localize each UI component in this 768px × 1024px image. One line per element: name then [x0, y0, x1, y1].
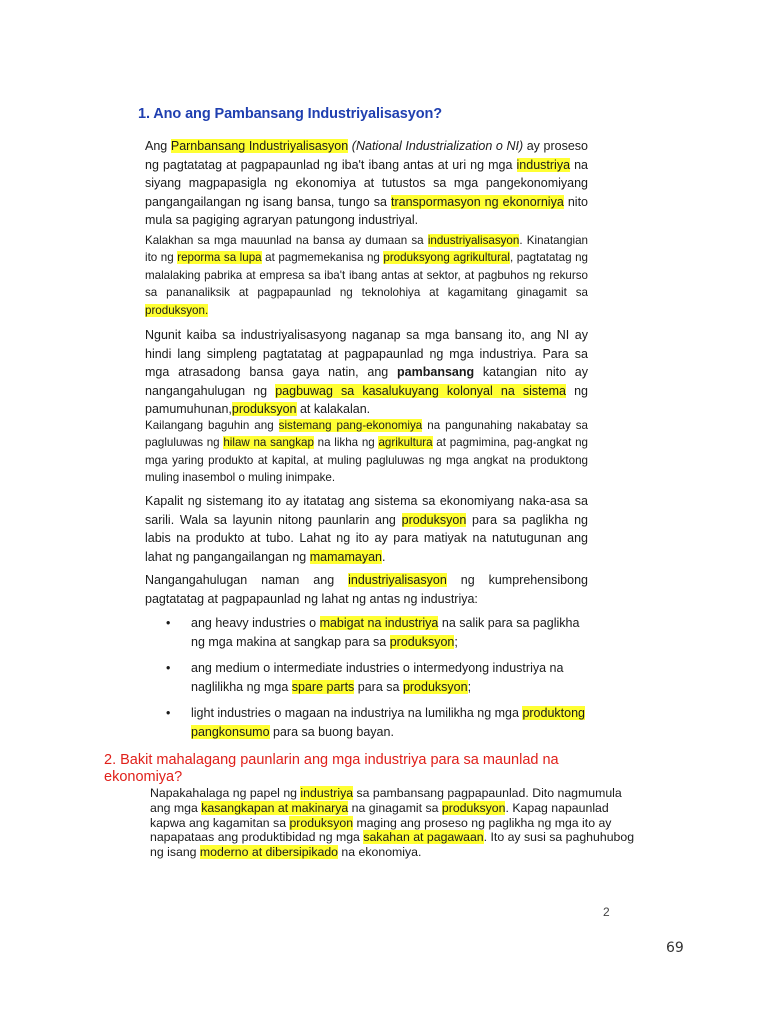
text-run: na salik para sa paglikha ng mga makina at sangkap para sa: [191, 616, 580, 649]
highlighted-term: industriyalisasyon: [427, 234, 520, 247]
text-run: pambansang: [397, 365, 475, 379]
highlighted-term: agrikultura: [378, 436, 433, 450]
highlighted-term: moderno at dibersipikado: [199, 845, 339, 860]
text-run: Ngunit kaiba sa industriyalisasyong naganap sa mga bansang ito, ang NI ay hindi lang simpleng pagtatatag at pagpapaunlad ng mga industriya. Para sa mga atrasadong bansa gaya natin, ang: [145, 328, 588, 379]
highlighted-term: produksyon.: [145, 303, 209, 317]
text-run: ang medium o intermediate industries o intermedyong industriya na naglilikha ng mga: [191, 661, 564, 694]
text-run: (National Industrialization o NI): [351, 139, 524, 153]
outer-page-number: 69: [666, 940, 684, 956]
text-run: light industries o magaan na industriya na lumilikha ng mga: [191, 706, 523, 720]
text-run: Kalakhan sa mga mauunlad na bansa ay dumaan sa: [145, 234, 428, 247]
text-run: na pangunahing nakabatay sa pagluluwas ng: [145, 419, 588, 450]
text-run: . Kapag napaunlad kapwa ang kagamitan sa: [150, 800, 609, 830]
highlighted-term: Parnbansang Industriyalisasyon: [170, 139, 349, 153]
page-number: 2: [603, 905, 610, 919]
list-item-heavy-industries: [166, 614, 589, 651]
text-run: at pagmimina, pag-angkat ng mga yaring produkto at kapital, at muling pagluluwas ng mga angkat na produktong muling inasembol o muling inimpake.: [145, 436, 588, 485]
highlighted-term: produktong pangkonsumo: [191, 706, 585, 739]
text-run: sa pambansang pagpapaunlad. Dito nagmumula ang mga: [150, 786, 622, 815]
list-item-text: [191, 616, 579, 649]
highlighted-term: reporma sa lupa: [177, 251, 262, 265]
highlighted-term: mabigat na industriya: [319, 616, 439, 630]
text-run: na ekonomiya.: [338, 845, 422, 860]
paragraph-national-character: [145, 326, 588, 419]
text-run: maging ang proseso ng paglikha ng mga ito ay napapataas ang produktibidad ng mga: [150, 815, 612, 845]
list-item-medium-industries: [166, 659, 589, 696]
industry-levels-list: [166, 614, 589, 741]
highlighted-term: produksyon: [231, 402, 297, 416]
text-run: nito mula sa pagiging agraryan patungong industriyal.: [145, 194, 588, 227]
section-heading-1: 1. Ano ang Pambansang Industriyalisasyon?: [138, 106, 442, 122]
text-run: Kapalit ng sistemang ito ay itatatag ang sistema sa ekonomiyang naka-asa sa sarili. Wala sa layunin nitong paunlarin ang: [145, 494, 588, 527]
highlighted-term: produksyong agrikultural: [383, 251, 510, 265]
text-run: na likha ng: [313, 436, 379, 450]
highlighted-term: produksyon: [441, 800, 506, 815]
text-run: ;: [454, 634, 458, 649]
text-run: para sa buong bayan.: [269, 724, 394, 739]
text-run: . Ito ay susi sa paghuhubog ng isang: [150, 830, 635, 860]
bullet-icon: •: [166, 616, 171, 630]
text-run: ;: [467, 679, 472, 694]
highlighted-term: spare parts: [291, 679, 355, 694]
text-run: . Kinatangian ito ng: [145, 234, 588, 265]
text-run: Napakahalaga ng papel ng: [150, 786, 301, 800]
text-run: katangian nito ay nangangahulugan ng: [145, 365, 588, 398]
text-run: ng pamumuhunan,: [145, 383, 588, 416]
highlighted-term: transpormasyon ng ekonorniya: [391, 194, 564, 209]
highlighted-term: sistemang pang-ekonomiya: [278, 419, 423, 432]
paragraph-definition: [145, 137, 588, 230]
paragraph-developed-nations: [145, 232, 588, 319]
text-run: na ginagamit sa: [348, 800, 442, 815]
text-run: Ang: [145, 139, 171, 153]
highlighted-term: kasangkapan at makinarya: [201, 800, 349, 815]
text-run: ng kumprehensibong pagtatatag at pagpapaunlad ng lahat ng antas ng industriya:: [145, 573, 588, 606]
text-run: ang heavy industries o: [191, 616, 320, 630]
text-run: at pagmemekanisa ng: [261, 251, 384, 265]
list-item-text: [191, 661, 563, 694]
paragraph-importance: [150, 786, 640, 860]
highlighted-term: industriya: [300, 786, 354, 800]
highlighted-term: produksyon: [401, 512, 467, 527]
list-item-light-industries: [166, 704, 589, 741]
bullet-icon: •: [166, 706, 171, 720]
text-run: Nangangahulugan naman ang: [145, 573, 349, 587]
highlighted-term: produksyon: [289, 815, 354, 830]
highlighted-term: pagbuwag sa kasalukuyang kolonyal na sistema: [275, 383, 566, 398]
bullet-icon: •: [166, 661, 171, 675]
highlighted-term: sakahan at pagawaan: [363, 830, 484, 845]
text-run: na siyang magpapasigla ng ekonomiya at tutustos sa mga pangekonomiyang pangangailangan ng isang bansa, tungo sa: [145, 157, 588, 209]
text-run: para sa: [354, 679, 403, 694]
text-run: at kalakalan.: [296, 402, 371, 416]
paragraph-economic-system: [145, 417, 588, 487]
list-item-text: [191, 706, 585, 739]
text-run: ay proseso ng pagtatatag at pagpapaunlad ng iba't ibang antas at uri ng mga: [145, 139, 588, 172]
text-run: .: [381, 549, 386, 564]
highlighted-term: industriya: [516, 157, 571, 172]
text-run: para sa paglikha ng labis na produkto at tubo. Lahat ng ito ay para matiyak na natutugunan ang lahat ng pangangailangan ng: [145, 512, 588, 564]
text-run: , pagtatatag ng malalaking pabrika at empresa sa iba't ibang antas at sektor, at pagbuhos ng rekurso sa pananaliksik at pagpapaunlad ng teknolohiya at kagamitang ginagamit sa: [145, 251, 588, 300]
highlighted-term: industriyalisasyon: [348, 573, 447, 587]
highlighted-term: mamamayan: [309, 549, 382, 564]
highlighted-term: produksyon: [402, 679, 468, 694]
highlighted-term: hilaw na sangkap: [223, 436, 314, 450]
paragraph-self-reliant: [145, 492, 588, 566]
paragraph-comprehensive: [145, 571, 588, 608]
section-heading-2: 2. Bakit mahalagang paunlarin ang mga industriya para sa maunlad na ekonomiya?: [104, 752, 559, 785]
highlighted-term: produksyon: [389, 634, 455, 649]
text-run: Kailangang baguhin ang: [145, 419, 279, 432]
